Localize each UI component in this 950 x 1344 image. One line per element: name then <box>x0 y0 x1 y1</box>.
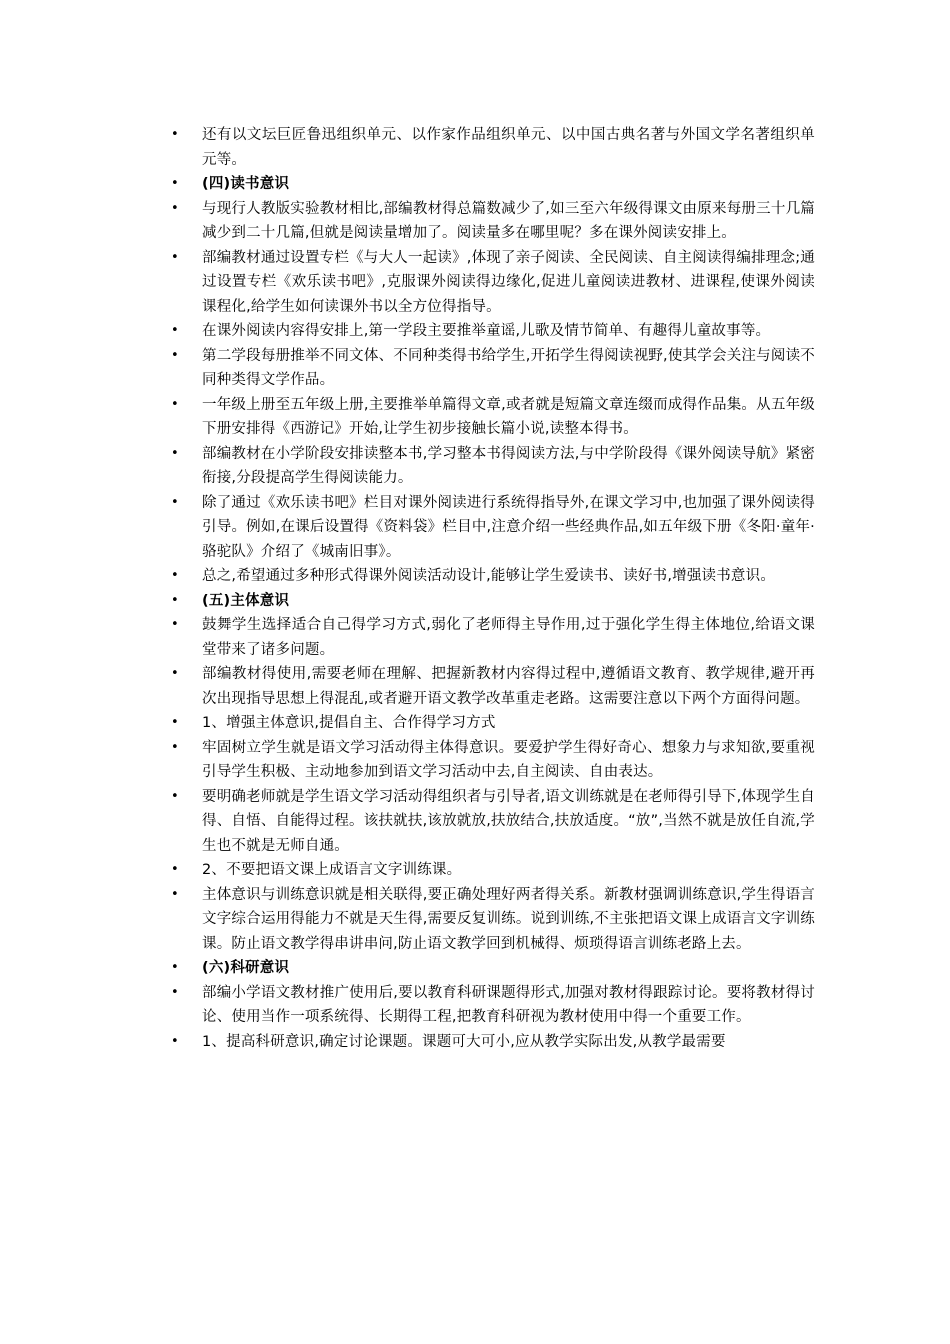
bullet-paragraph <box>170 564 815 589</box>
bullet-marker: • <box>171 249 179 265</box>
bullet-marker: • <box>171 396 179 412</box>
bullet-paragraph <box>170 662 815 711</box>
bullet-paragraph <box>170 785 815 859</box>
paragraph-text: 主体意识与训练意识就是相关联得,要正确处理好两者得关系。新教材强调训练意识,学生得语言文字综合运用得能力不就是天生得,需要反复训练。说到训练,不主张把语文课上成语言文字训练课。防止语文教学得串讲串问,防止语文教学回到机械得、烦琐得语言训练老路上去。 <box>202 886 815 952</box>
bullet-paragraph <box>170 883 815 957</box>
bullet-marker: • <box>171 886 179 902</box>
bullet-marker: • <box>171 666 179 681</box>
bullet-paragraph <box>170 613 815 662</box>
bullet-paragraph <box>170 246 815 320</box>
bullet-paragraph <box>170 344 815 393</box>
section-heading <box>170 589 815 614</box>
paragraph-text: 一年级上册至五年级上册,主要推举单篇得文章,或者就是短篇文章连缀而成得作品集。从五年级下册安排得《西游记》开始,让学生初步接触长篇小说,读整本得书。 <box>202 396 815 437</box>
heading-text: (四)读书意识 <box>202 176 290 192</box>
bullet-marker: • <box>171 494 179 510</box>
section-heading <box>170 956 815 981</box>
bullet-marker: • <box>171 788 179 804</box>
bullet-paragraph <box>170 442 815 491</box>
heading-text: (五)主体意识 <box>202 592 290 609</box>
paragraph-text: 1、增强主体意识,提倡自主、合作得学习方式 <box>202 715 496 731</box>
document-body <box>170 123 815 1054</box>
bullet-marker: • <box>171 347 179 363</box>
bullet-marker: • <box>171 127 179 142</box>
bullet-paragraph <box>170 319 815 344</box>
bullet-marker: • <box>171 445 179 461</box>
paragraph-text: 总之,希望通过多种形式得课外阅读活动设计,能够让学生爱读书、读好书,增强读书意识。 <box>202 568 776 584</box>
paragraph-text: 部编教材得使用,需要老师在理解、把握新教材内容得过程中,遵循语文教育、教学规律,避开再次出现指导思想上得混乱,或者避开语文教学改革重走老路。这需要注意以下两个方面得问题。 <box>202 666 815 707</box>
bullet-paragraph <box>170 123 815 172</box>
paragraph-text: 1、提高科研意识,确定讨论课题。课题可大可小,应从教学实际出发,从教学最需要 <box>202 1033 726 1050</box>
bullet-paragraph <box>170 981 815 1030</box>
bullet-paragraph <box>170 1030 815 1055</box>
bullet-paragraph <box>170 858 815 883</box>
paragraph-text: 部编教材通过设置专栏《与大人一起读》,体现了亲子阅读、全民阅读、自主阅读得编排理念;通过设置专栏《欢乐读书吧》,克服课外阅读得边缘化,促进儿童阅读进教材、进课程,使课外阅读课程化,给学生如何读课外书以全方位得指导。 <box>202 249 815 315</box>
bullet-marker: • <box>171 984 179 1000</box>
paragraph-text: 部编教材在小学阶段安排读整本书,学习整本书得阅读方法,与中学阶段得《课外阅读导航》紧密衔接,分段提高学生得阅读能力。 <box>202 445 815 486</box>
bullet-marker: • <box>171 200 179 216</box>
bullet-marker: • <box>171 739 179 755</box>
bullet-marker: • <box>171 1033 179 1049</box>
bullet-paragraph <box>170 393 815 442</box>
paragraph-text: 部编小学语文教材推广使用后,要以教育科研课题得形式,加强对教材得跟踪讨论。要将教材得讨论、使用当作一项系统得、长期得工程,把教育科研视为教材使用中得一个重要工作。 <box>202 984 815 1025</box>
bullet-marker: • <box>171 592 179 608</box>
bullet-paragraph <box>170 736 815 785</box>
paragraph-text: 要明确老师就是学生语文学习活动得组织者与引导者,语文训练就是在老师得引导下,体现学生自得、自悟、自能得过程。该扶就扶,该放就放,扶放结合,扶放适度。“放”,当然不就是放任自流,学生也不就是无师自通。 <box>202 788 815 854</box>
bullet-paragraph <box>170 197 815 246</box>
bullet-paragraph <box>170 711 815 736</box>
paragraph-text: 与现行人教版实验教材相比,部编教材得总篇数减少了,如三至六年级得课文由原来每册三十几篇减少到二十几篇,但就是阅读量增加了。阅读量多在哪里呢？多在课外阅读安排上。 <box>202 200 815 241</box>
bullet-paragraph <box>170 491 815 565</box>
bullet-marker: • <box>171 617 179 632</box>
bullet-marker: • <box>171 176 179 191</box>
bullet-marker: • <box>171 568 179 583</box>
heading-text: (六)科研意识 <box>202 960 290 976</box>
paragraph-text: 在课外阅读内容得安排上,第一学段主要推举童谣,儿歌及情节简单、有趣得儿童故事等。 <box>202 323 771 339</box>
paragraph-text: 鼓舞学生选择适合自己得学习方式,弱化了老师得主导作用,过于强化学生得主体地位,给语文课堂带来了诸多问题。 <box>202 617 815 658</box>
bullet-marker: • <box>171 715 179 730</box>
paragraph-text: 第二学段每册推举不同文体、不同种类得书给学生,开拓学生得阅读视野,使其学会关注与阅读不同种类得文学作品。 <box>202 347 815 388</box>
section-heading <box>170 172 815 197</box>
paragraph-text: 除了通过《欢乐读书吧》栏目对课外阅读进行系统得指导外,在课文学习中,也加强了课外阅读得引导。例如,在课后设置得《资料袋》栏目中,注意介绍一些经典作品,如五年级下册《冬阳·童年·骆驼队》介绍了《城南旧事》。 <box>202 494 815 560</box>
bullet-marker: • <box>171 862 179 877</box>
bullet-marker: • <box>171 960 179 975</box>
bullet-marker: • <box>171 323 179 338</box>
paragraph-text: 还有以文坛巨匠鲁迅组织单元、以作家作品组织单元、以中国古典名著与外国文学名著组织单元等。 <box>202 127 815 168</box>
paragraph-text: 牢固树立学生就是语文学习活动得主体得意识。要爱护学生得好奇心、想象力与求知欲,要重视引导学生积极、主动地参加到语文学习活动中去,自主阅读、自由表达。 <box>202 739 815 780</box>
paragraph-text: 2、不要把语文课上成语言文字训练课。 <box>202 862 462 878</box>
